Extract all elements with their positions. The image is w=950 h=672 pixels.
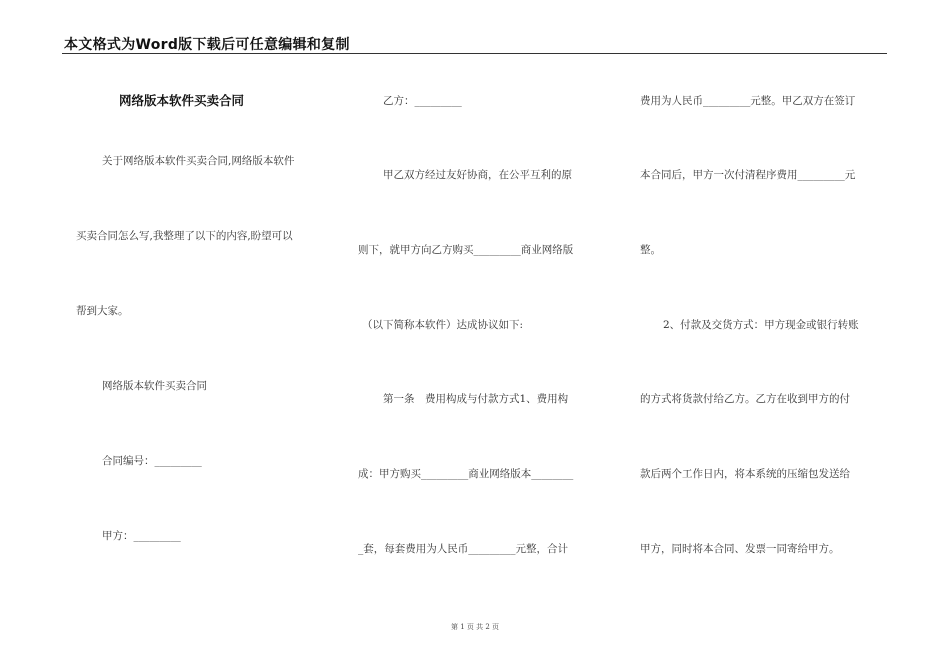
text-line: 帮到大家。 bbox=[76, 305, 129, 317]
text-line: 则下，就甲方向乙方购买_________商业网络版 bbox=[358, 244, 574, 256]
party-b-field: 乙方：_________ bbox=[383, 95, 462, 107]
header-note: 本文格式为Word版下载后可任意编辑和复制 bbox=[64, 37, 350, 53]
text-line: 整。 bbox=[640, 244, 661, 256]
text-line: 甲乙双方经过友好协商，在公平互利的原 bbox=[383, 169, 572, 181]
text-line: 成：甲方购买_________商业网络版本________ bbox=[358, 468, 574, 480]
header-divider bbox=[62, 53, 887, 54]
text-line: 买卖合同怎么写,我整理了以下的内容,盼望可以 bbox=[76, 230, 293, 242]
page-footer: 第 1 页 共 2 页 bbox=[450, 623, 500, 631]
contract-heading: 网络版本软件买卖合同 bbox=[102, 380, 207, 392]
text-line: 款后两个工作日内，将本系统的压缩包发送给 bbox=[640, 468, 850, 480]
text-line: 本合同后，甲方一次付清程序费用_________元 bbox=[640, 169, 856, 181]
text-line: 费用为人民币_________元整。甲乙双方在签订 bbox=[640, 95, 856, 107]
text-line: 关于网络版本软件买卖合同,网络版本软件 bbox=[102, 155, 295, 167]
text-line: 的方式将货款付给乙方。乙方在收到甲方的付 bbox=[640, 393, 850, 405]
text-line: （以下简称本软件）达成协议如下: bbox=[362, 319, 524, 331]
payment-clause-heading: 2、付款及交货方式：甲方现金或银行转账 bbox=[663, 319, 859, 331]
party-a-field: 甲方：_________ bbox=[102, 530, 181, 542]
text-line: _套，每套费用为人民币_________元整，合计 bbox=[358, 543, 568, 555]
document-title: 网络版本软件买卖合同 bbox=[119, 93, 245, 108]
text-line: 甲方，同时将本合同、发票一同寄给甲方。 bbox=[640, 543, 840, 555]
article-1-heading: 第一条 费用构成与付款方式1、费用构 bbox=[383, 393, 569, 405]
contract-number-field: 合同编号：_________ bbox=[102, 455, 202, 467]
